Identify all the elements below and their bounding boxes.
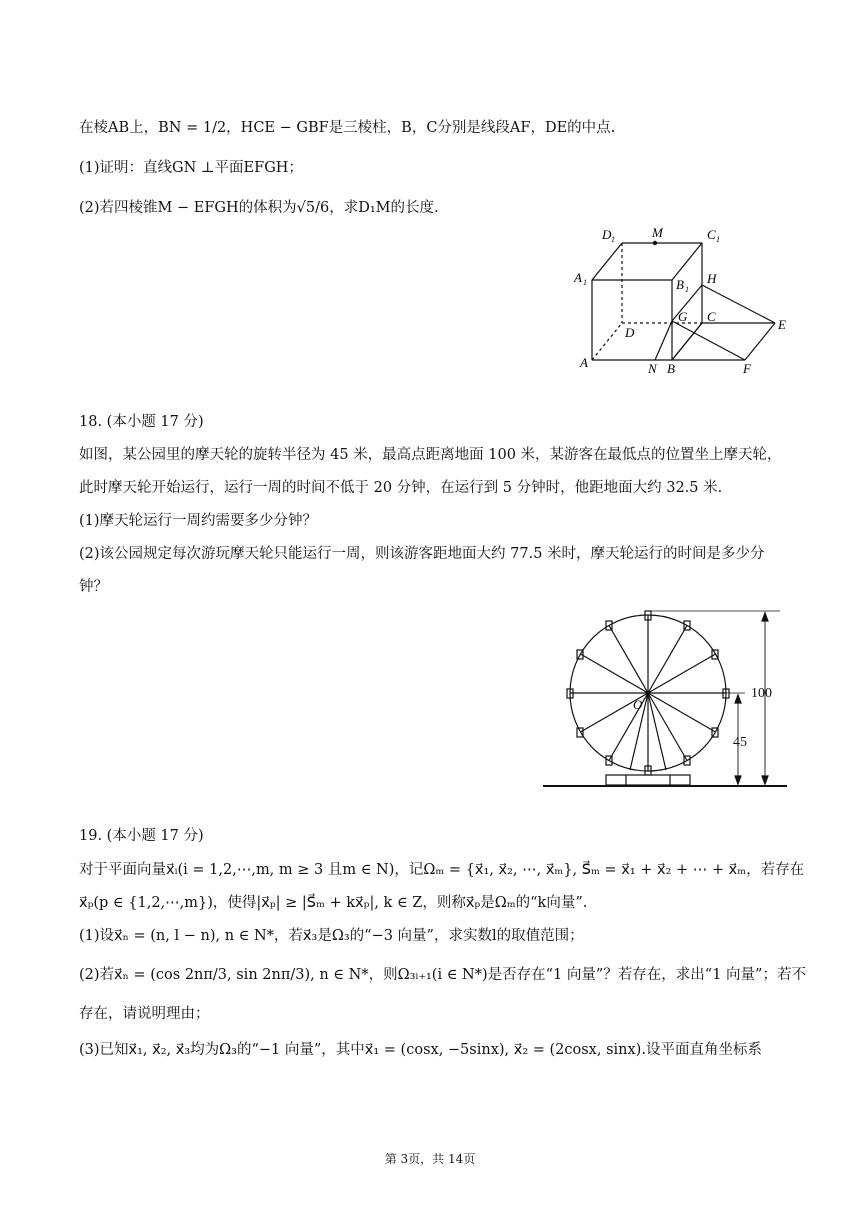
page-footer: 第 3页，共 14页 bbox=[384, 1152, 476, 1166]
dim-45: 45 bbox=[733, 735, 747, 750]
p18-text2: 此时摩天轮开始运行，运行一周的时间不低于 20 分钟，在运行到 5 分钟时，他距地面大约 32.5 米. bbox=[79, 480, 723, 496]
svg-text:D: D bbox=[625, 325, 635, 340]
svg-text:G: G bbox=[678, 309, 688, 324]
center-label: O bbox=[633, 697, 643, 712]
svg-text:C: C bbox=[707, 309, 716, 324]
cube-prism-figure bbox=[570, 225, 800, 380]
svg-text:1: 1 bbox=[583, 278, 587, 287]
label-d1: D bbox=[602, 227, 612, 242]
svg-text:A: A bbox=[574, 270, 582, 285]
p18-q1: (1)摩天轮运行一周约需要多少分钟？ bbox=[79, 513, 318, 529]
ferris-wheel-figure bbox=[540, 605, 790, 790]
svg-text:M: M bbox=[652, 225, 663, 240]
p19-text2: x⃗ₚ(p ∈ {1,2,⋯,m})，使得|x⃗ₚ| ≥ |S⃗ₘ + kx⃗ₚ|, k ∈ Z，则称x⃗ₚ是Ωₘ的“k向量”. bbox=[79, 895, 588, 911]
svg-text:1: 1 bbox=[685, 285, 689, 294]
svg-text:F: F bbox=[743, 361, 751, 376]
svg-text:E: E bbox=[778, 317, 786, 332]
p19-q2b: 存在，请说明理由； bbox=[79, 1006, 210, 1022]
svg-text:H: H bbox=[707, 271, 717, 286]
dim-100: 100 bbox=[751, 686, 772, 701]
svg-text:A: A bbox=[580, 355, 588, 370]
svg-text:C: C bbox=[707, 227, 716, 242]
p18-text1: 如图，某公园里的摩天轮的旋转半径为 45 米，最高点距离地面 100 米，某游客在最低点的位置坐上摩天轮， bbox=[79, 447, 782, 463]
p17-q1: (1)证明：直线GN ⊥平面EFGH； bbox=[79, 160, 303, 176]
p19-text1: 对于平面向量x⃗ᵢ(i = 1,2,⋯,m, m ≥ 3 且m ∈ N)，记Ωₘ = {x⃗₁, x⃗₂, ⋯, x⃗ₘ}, S⃗ₘ = x⃗₁ + x⃗₂ + ⋯ + x⃗ₘ，若存在 bbox=[79, 862, 805, 878]
svg-text:N: N bbox=[648, 361, 657, 376]
p19-q2a: (2)若x⃗ₙ = (cos 2nπ/3, sin 2nπ/3), n ∈ N*，则Ω₃ᵢ₊₁(i ∈ N*)是否存在“1 向量”？若存在，求出“1 向量”；若不 bbox=[79, 967, 806, 983]
p19-q1: (1)设x⃗ₙ = (n, l − n), n ∈ N*，若x⃗₃是Ω₃的“−3 向量”，求实数l的取值范围； bbox=[79, 928, 584, 944]
p18-q2b: 钟？ bbox=[79, 579, 108, 595]
p18-q2a: (2)该公园规定每次游玩摩天轮只能运行一周，则该游客距地面大约 77.5 米时，摩天轮运行的时间是多少分 bbox=[79, 546, 765, 562]
svg-text:B: B bbox=[667, 361, 675, 376]
p19-header: 19. (本小题 17 分) bbox=[79, 828, 204, 844]
svg-text:B: B bbox=[676, 277, 684, 292]
p19-q3: (3)已知x⃗₁, x⃗₂, x⃗₃均为Ω₃的“−1 向量”，其中x⃗₁ = (cosx, −5sinx), x⃗₂ = (2cosx, sinx).设平面直角坐标系 bbox=[79, 1042, 762, 1058]
p17-q2: (2)若四棱锥M − EFGH的体积为√5/6，求D₁M的长度. bbox=[79, 200, 439, 216]
svg-text:1: 1 bbox=[716, 235, 720, 244]
p17-line1: 在棱AB上，BN = 1/2，HCE − GBF是三棱柱，B，C分别是线段AF，DE的中点. bbox=[79, 120, 616, 136]
p18-header: 18. (本小题 17 分) bbox=[79, 414, 204, 430]
svg-text:1: 1 bbox=[611, 235, 615, 244]
